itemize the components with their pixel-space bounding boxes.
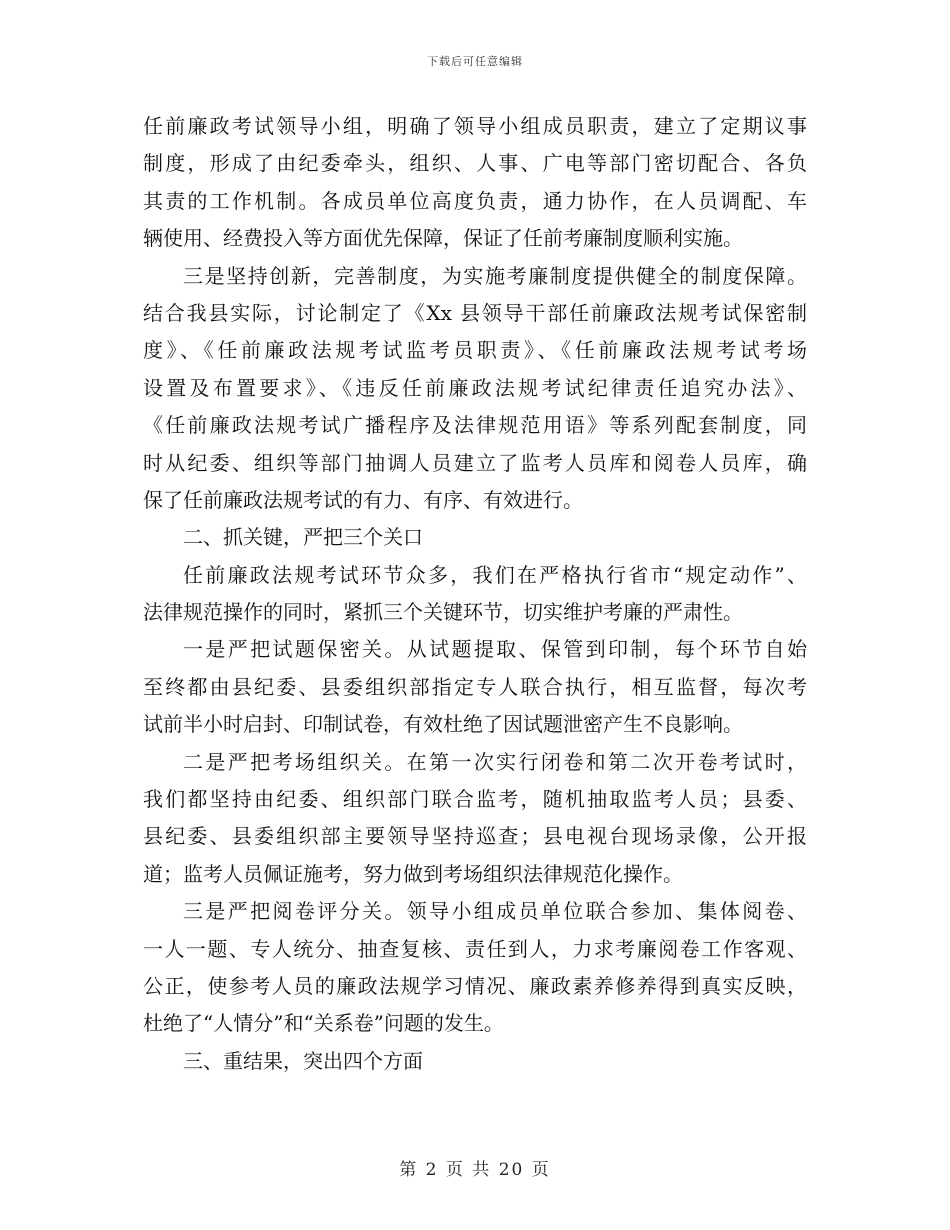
text-line: 至终都由县纪委、县委组织部指定专人联合执行，相互监督，每次考: [143, 674, 807, 699]
text-line: 三是严把阅卷评分关。领导小组成员单位联合参加、集体阅卷、: [183, 899, 807, 924]
text-line: 试前半小时启封、印制试卷，有效杜绝了因试题泄密产生不良影响。: [143, 712, 743, 737]
text-line: 三是坚持创新，完善制度，为实施考廉制度提供健全的制度保障。: [183, 263, 807, 288]
text-line: 设置及布置要求》、《违反任前廉政法规考试纪律责任追究办法》、: [143, 375, 807, 400]
text-line: 杜绝了“人情分”和“关系卷”问题的发生。: [143, 1011, 504, 1036]
text-line: 我们都坚持由纪委、组织部门联合监考，随机抽取监考人员；县委、: [143, 787, 807, 812]
text-line: 道；监考人员佩证施考，努力做到考场组织法律规范化操作。: [143, 861, 683, 886]
text-line: 一人一题、专人统分、抽查复核、责任到人，力求考廉阅卷工作客观、: [143, 936, 807, 961]
text-line: 一是严把试题保密关。从试题提取、保管到印制，每个环节自始: [183, 637, 807, 662]
text-line: 制度，形成了由纪委牵头，组织、人事、广电等部门密切配合、各负: [143, 151, 807, 176]
text-line: 公正，使参考人员的廉政法规学习情况、廉政素养修养得到真实反映，: [143, 973, 807, 998]
document-body: [143, 108, 807, 1080]
text-line: 度》、《任前廉政法规考试监考员职责》、《任前廉政法规考试考场: [143, 338, 807, 363]
text-line: 三、重结果，突出四个方面: [183, 1048, 423, 1073]
text-line: 法律规范操作的同时，紧抓三个关键环节，切实维护考廉的严肃性。: [143, 600, 743, 625]
text-line: 任前廉政法规考试环节众多，我们在严格执行省市“规定动作”、: [183, 562, 807, 587]
text-line: 二、抓关键，严把三个关口: [183, 525, 423, 550]
text-line: 辆使用、经费投入等方面优先保障，保证了任前考廉制度顺利实施。: [143, 226, 743, 251]
text-line: 时从纪委、组织等部门抽调人员建立了监考人员库和阅卷人员库，确: [143, 450, 807, 475]
text-line: 保了任前廉政法规考试的有力、有序、有效进行。: [143, 487, 583, 512]
text-line: 二是严把考场组织关。在第一次实行闭卷和第二次开卷考试时，: [183, 749, 807, 774]
text-line: 《任前廉政法规考试广播程序及法律规范用语》等系列配套制度，同: [143, 413, 807, 438]
text-line: 县纪委、县委组织部主要领导坚持巡查；县电视台现场录像，公开报: [143, 824, 807, 849]
text-line: 其责的工作机制。各成员单位高度负责，通力协作，在人员调配、车: [143, 188, 807, 213]
text-line: 任前廉政考试领导小组，明确了领导小组成员职责，建立了定期议事: [143, 114, 807, 138]
page-number-footer: 第 2 页 共 20 页: [399, 1160, 551, 1180]
text-line: 结合我县实际，讨论制定了《Xx 县领导干部任前廉政法规考试保密制: [143, 300, 807, 325]
page-header-note: 下载后可任意编辑: [427, 55, 523, 68]
